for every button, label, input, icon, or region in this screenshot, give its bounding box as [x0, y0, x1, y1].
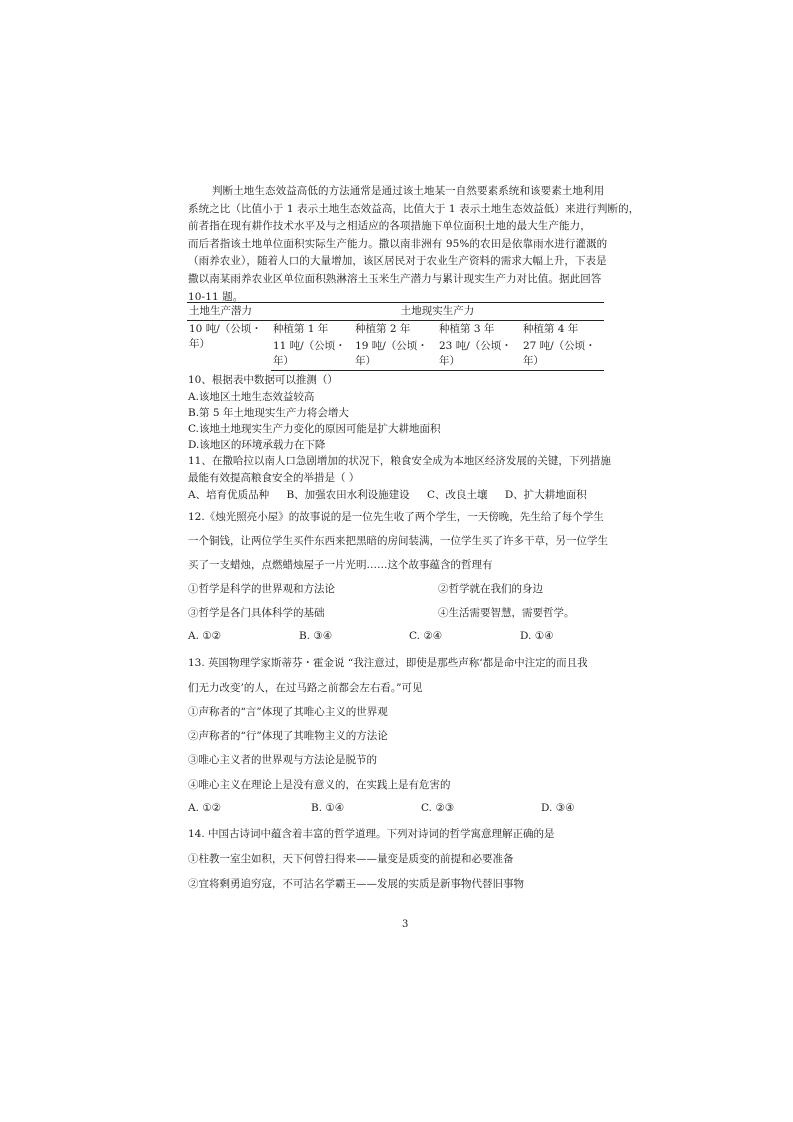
q11-option-b: B、加强农田水利设施建设 [286, 489, 410, 501]
q12-statement-1: ①哲学是科学的世界观和方法论 [188, 583, 335, 595]
q11-options [188, 487, 587, 502]
table-header-row [187, 303, 604, 321]
q14-statement-2: ②宜将剩勇追穷寇，不可沽名学霸王——发展的实质是新事物代替旧事物 [188, 878, 524, 890]
q12-stem: 一个铜钱，让两位学生买件东西来把黑暗的房间装满，一位学生买了许多干草，另一位学生 [188, 535, 608, 547]
productivity-table [187, 302, 604, 371]
year-cell: 种植第 1 年 [272, 323, 329, 335]
intro-line: （雨养农业），随着人口的大量增加，该区居民对于农业生产资料的需求大幅上升，下表是 [188, 255, 607, 268]
q12-option-b: B. ③④ [299, 630, 333, 642]
page-number: 3 [402, 919, 409, 930]
q14-statement-1: ①柱教一室尘如积，天下何曾扫得来——量变是质变的前提和必要准备 [188, 853, 514, 865]
q11-option-a: A、培育优质品种 [188, 489, 270, 501]
intro-passage [188, 183, 640, 306]
q10-option-d: D.该地区的环境承载力在下降 [188, 439, 326, 451]
year-cell: 种植第 4 年 [522, 323, 579, 335]
table-row [187, 321, 604, 339]
q11-stem: 最能有效提高粮食安全的举措是（ ） [188, 472, 360, 484]
header-potential: 土地生产潜力 [187, 303, 271, 321]
intro-line: 10-11 题。 [188, 290, 244, 303]
intro-line: 撒以南某雨养农业区单位面积熟淋溶土玉米生产潜力与累计现实生产力对比值。据此回答 [188, 272, 602, 285]
q10-option-a: A.该地区土地生态效益较高 [188, 391, 315, 403]
q13-option-a: A. ①② [188, 802, 222, 814]
q11-option-c: C、改良土壤 [427, 489, 488, 501]
q12-statement-4: ④生活需要智慧，需要哲学。 [438, 607, 575, 619]
q12-statement-2: ②哲学就在我们的身边 [438, 583, 543, 595]
q13-option-c: C. ②③ [421, 802, 455, 814]
intro-line: 而后者指该土地单位面积实际生产能力。撒以南非洲有 95%的农田是依靠雨水进行灌溉的 [188, 237, 608, 250]
q11-option-d: D、扩大耕地面积 [504, 489, 587, 501]
q10-option-b: B.第 5 年土地现实生产力将会增大 [188, 407, 349, 419]
q13-option-b: B. ①④ [311, 802, 345, 814]
value-cell: 11 吨/（公顷・年） [271, 338, 353, 371]
intro-line: 前者指在现有耕作技术水平及与之相适应的各项措施下单位面积土地的最大生产能力， [188, 220, 591, 233]
q13-stem: 13. 英国物理学家斯蒂芬・霍金说 “我注意过，即使是那些声称‘都是命中注定的而且我 [188, 657, 588, 669]
intro-line: 判断土地生态效益高低的方法通常是通过该土地某一自然要素系统和该要素土地利用 [212, 185, 605, 197]
q12-option-a: A. ①② [188, 630, 222, 642]
value-cell: 27 吨/（公顷・年） [521, 338, 604, 371]
year-cell: 种植第 3 年 [439, 323, 495, 335]
q10-stem: 10、根据表中数据可以推测（） [188, 374, 338, 386]
q12-stem: 12.《烛光照亮小屋》的故事说的是一位先生收了两个学生，一天傍晚，先生给了每个学生 [188, 511, 604, 523]
q13-option-d: D. ③④ [541, 802, 575, 814]
q13-statement-2: ②声称者的“行”体现了其唯物主义的方法论 [188, 730, 388, 742]
q14-stem: 14. 中国古诗词中蕴含着丰富的哲学道理。下列对诗词的哲学寓意理解正确的是 [188, 828, 555, 840]
q10-option-c: C.该地土地现实生产力变化的原因可能是扩大耕地面积 [188, 423, 441, 435]
intro-line: 系统之比（比值小于 1 表示土地生态效益高，比值大于 1 表示土地生态效益低）来进行判断的， [188, 202, 640, 215]
value-cell: 23 吨/（公顷・年） [437, 338, 521, 371]
q13-stem: 们无力改变’的人，在过马路之前都会左右看。”可见 [188, 682, 423, 694]
q12-statement-3: ③哲学是各门具体科学的基础 [188, 607, 325, 619]
q11-stem: 11、在撒哈拉以南人口急剧增加的状况下，粮食安全成为本地区经济发展的关键，下列措施 [188, 455, 611, 467]
year-cell: 种植第 2 年 [355, 323, 411, 335]
q13-statement-3: ③唯心主义者的世界观与方法论是脱节的 [188, 754, 377, 766]
value-cell: 19 吨/（公顷・年） [353, 338, 437, 371]
q13-statement-1: ①声称者的“言”体现了其唯心主义的世界观 [188, 706, 388, 718]
q12-stem: 买了一支蜡烛，点燃蜡烛屋子一片光明……这个故事蕴含的哲理有 [188, 559, 493, 571]
q13-statement-4: ④唯心主义在理论上是没有意义的，在实践上是有危害的 [188, 779, 451, 791]
q12-option-d: D. ①④ [520, 630, 554, 642]
q12-option-c: C. ②④ [409, 630, 443, 642]
potential-cell: 10 吨/（公顷・年） [189, 323, 262, 350]
header-actual: 土地现实生产力 [271, 303, 604, 321]
